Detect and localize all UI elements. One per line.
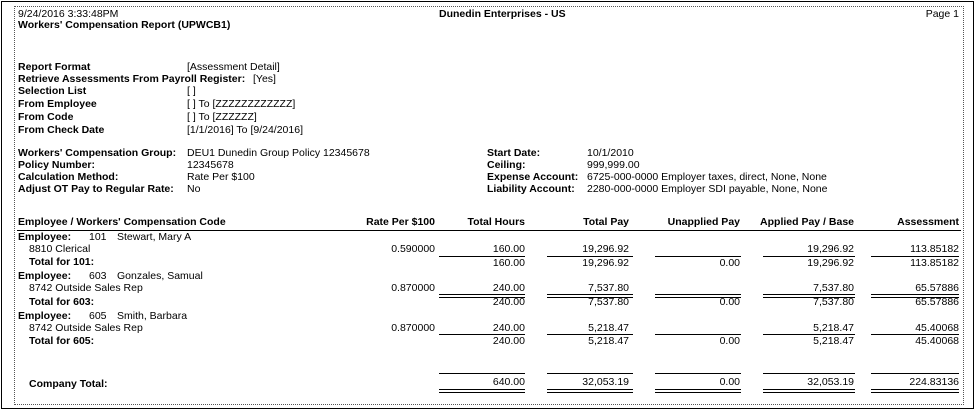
- report-page: [14, 6, 964, 405]
- param-value: [Yes]: [253, 73, 276, 85]
- group-label: Expense Account:: [487, 171, 579, 183]
- report-datetime: 9/24/2016 3:33:48PM: [18, 8, 119, 20]
- detail-code: 8742 Outside Sales Rep: [29, 322, 143, 334]
- employee-label: Employee:: [18, 231, 72, 243]
- group-label: Workers' Compensation Group:: [18, 147, 177, 159]
- total-rule: [439, 373, 525, 374]
- detail-rate: 0.870000: [391, 322, 435, 334]
- grand-total-rule: [439, 389, 525, 393]
- total-rule: [871, 373, 959, 374]
- total-assessment: 113.85182: [910, 257, 959, 269]
- company-total-pay: 32,053.19: [582, 376, 629, 388]
- param-value: [ ] To [ZZZZZZZZZZZZ]: [187, 98, 296, 110]
- total-applied: 5,218.47: [813, 335, 854, 347]
- detail-hours: 160.00: [492, 243, 525, 255]
- col-header-hours: Total Hours: [467, 216, 525, 228]
- company-total-label: Company Total:: [29, 378, 108, 390]
- col-header-assessment: Assessment: [897, 216, 959, 228]
- param-label: From Code: [18, 111, 74, 123]
- total-applied: 7,537.80: [813, 296, 854, 308]
- employee-name: Stewart, Mary A: [117, 231, 192, 243]
- total-hours: 160.00: [492, 257, 525, 269]
- detail-assessment: 65.57886: [915, 282, 959, 294]
- total-rule: [547, 373, 633, 374]
- group-value: DEU1 Dunedin Group Policy 12345678: [187, 147, 370, 159]
- total-unapplied: 0.00: [719, 296, 740, 308]
- detail-assessment: 113.85182: [910, 243, 959, 255]
- company-total-applied: 32,053.19: [807, 376, 854, 388]
- employee-label: Employee:: [18, 270, 72, 282]
- company-name: Dunedin Enterprises - US: [439, 8, 566, 20]
- col-header-rate: Rate Per $100: [366, 216, 435, 228]
- param-label: Report Format: [18, 61, 91, 73]
- group-label: Policy Number:: [18, 159, 96, 171]
- company-total-unapplied: 0.00: [719, 376, 740, 388]
- group-value: 10/1/2010: [587, 147, 634, 159]
- grand-total-rule: [763, 389, 855, 393]
- company-total-hours: 640.00: [492, 376, 525, 388]
- total-unapplied: 0.00: [719, 257, 740, 269]
- total-pay: 5,218.47: [588, 335, 629, 347]
- total-pay: 7,537.80: [588, 296, 629, 308]
- group-value: Rate Per $100: [187, 171, 255, 183]
- param-label: From Employee: [18, 98, 97, 110]
- detail-rate: 0.870000: [391, 282, 435, 294]
- detail-rate: 0.590000: [391, 243, 435, 255]
- employee-label: Employee:: [18, 310, 72, 322]
- group-value: No: [187, 183, 201, 195]
- total-pay: 19,296.92: [582, 257, 629, 269]
- group-value: 999,999.00: [587, 159, 640, 171]
- param-value: [1/1/2016] To [9/24/2016]: [187, 124, 303, 136]
- param-value: [ ]: [187, 85, 196, 97]
- detail-applied: 19,296.92: [807, 243, 854, 255]
- col-header-applied: Applied Pay / Base: [760, 216, 854, 228]
- grand-total-rule: [871, 389, 959, 393]
- col-header-unapplied: Unapplied Pay: [667, 216, 740, 228]
- grand-total-rule: [547, 389, 633, 393]
- total-applied: 19,296.92: [807, 257, 854, 269]
- total-assessment: 45.40068: [915, 335, 959, 347]
- detail-code: 8810 Clerical: [29, 243, 91, 255]
- total-hours: 240.00: [492, 335, 525, 347]
- detail-applied: 5,218.47: [813, 322, 854, 334]
- grand-total-rule: [655, 389, 741, 393]
- total-assessment: 65.57886: [915, 296, 959, 308]
- param-label: Selection List: [18, 85, 87, 97]
- param-label: From Check Date: [18, 124, 105, 136]
- group-value: 6725-000-0000 Employer taxes, direct, None, None: [587, 171, 827, 183]
- total-rule: [763, 373, 855, 374]
- detail-assessment: 45.40068: [915, 322, 959, 334]
- group-label: Adjust OT Pay to Regular Rate:: [18, 183, 174, 195]
- param-value: [Assessment Detail]: [187, 61, 280, 73]
- group-label: Start Date:: [487, 147, 541, 159]
- total-hours: 240.00: [492, 296, 525, 308]
- detail-pay: 7,537.80: [588, 282, 629, 294]
- employee-id: 605: [89, 310, 107, 322]
- report-title: Workers' Compensation Report (UPWCB1): [18, 19, 231, 31]
- total-unapplied: 0.00: [719, 335, 740, 347]
- group-value: 12345678: [187, 159, 234, 171]
- col-header-code: Employee / Workers' Compensation Code: [18, 216, 226, 228]
- group-label: Ceiling:: [487, 159, 526, 171]
- col-header-pay: Total Pay: [583, 216, 629, 228]
- total-label: Total for 605:: [29, 335, 95, 347]
- group-value: 2280-000-0000 Employer SDI payable, None, None: [587, 183, 828, 195]
- group-label: Liability Account:: [487, 183, 575, 195]
- detail-applied: 7,537.80: [813, 282, 854, 294]
- total-label: Total for 603:: [29, 296, 95, 308]
- param-label: Retrieve Assessments From Payroll Register:: [18, 73, 246, 85]
- company-total-assessment: 224.83136: [909, 376, 959, 388]
- detail-hours: 240.00: [492, 282, 525, 294]
- detail-code: 8742 Outside Sales Rep: [29, 282, 143, 294]
- employee-name: Smith, Barbara: [117, 310, 188, 322]
- employee-id: 101: [89, 231, 107, 243]
- detail-pay: 19,296.92: [582, 243, 629, 255]
- total-label: Total for 101:: [29, 256, 95, 268]
- total-rule: [655, 373, 741, 374]
- group-label: Calculation Method:: [18, 171, 119, 183]
- page-number: Page 1: [925, 8, 959, 20]
- employee-id: 603: [89, 270, 107, 282]
- param-value: [ ] To [ZZZZZZ]: [187, 111, 257, 123]
- employee-name: Gonzales, Samual: [117, 270, 203, 282]
- detail-hours: 240.00: [492, 322, 525, 334]
- detail-pay: 5,218.47: [588, 322, 629, 334]
